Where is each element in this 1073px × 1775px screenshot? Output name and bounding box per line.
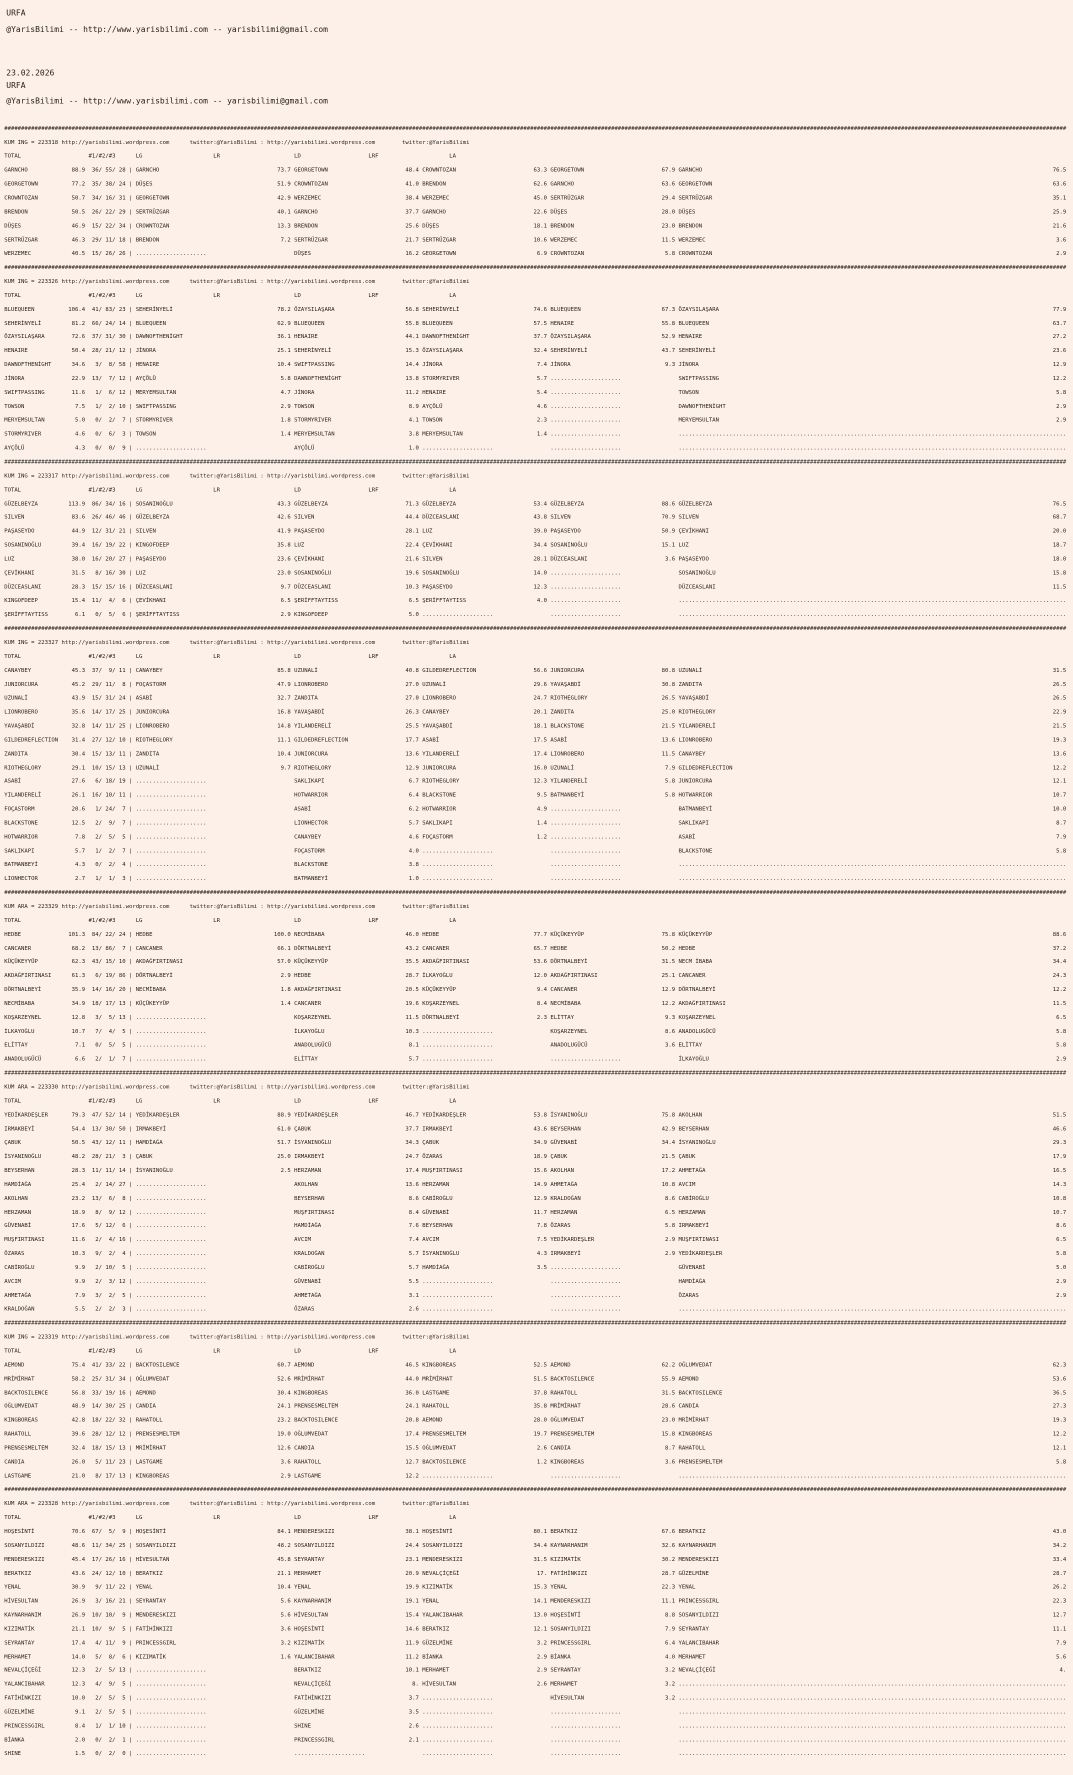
horse-row: HOTWARRIOR 7.8 2/ 5/ 5 | ..................... CANAYBEY 4.6 FOÇASTORM 1.2 ..................... ASABİ 7.9 — [4, 833, 1067, 840]
horse-row: DÜZCEASLANI 28.3 15/ 15/ 16 | DÜZCEASLANI 9.7 DÜZCEASLANI 10.3 PAŞASEYDO 12.3 ..................... DÜZCEASLANI 11.5 — [4, 583, 1067, 590]
horse-row: CROWNTOZAN 50.7 34/ 16/ 31 | GEORGETOWN 42.9 WERZEMEC 38.4 WERZEMEC 45.0 SERTRÜZGAR 29.4 SERTRÜZGAR 35.1 — [4, 194, 1067, 201]
report-date: 23.02.2026 — [6, 67, 55, 78]
horse-row: BLUEQUEEN 106.4 41/ 83/ 23 | SEHERİNYELİ 78.2 ÖZAYSILAŞARA 56.8 SEHERİNYELİ 74.6 BLUEQUEEN 67.3 ÖZAYSILAŞARA 77.9 — [4, 305, 1067, 313]
race-section — [4, 886, 1073, 1067]
section-header: KUM ING = 223318 http://yarisbilimi.wordpress.com twitter:@YarisBilimi : http://yarisbilimi.wordpress.com twitter:@YarisBilimi — [4, 139, 470, 146]
horse-row: KRALDOĞAN 5.5 2/ 2/ 3 | ..................... ÖZARAS 2.6 ..................... ..................... ................................................................................................................... — [4, 1305, 1067, 1313]
horse-row: UZUNALİ 43.9 15/ 31/ 24 | ASABİ 32.7 ZANDITA 27.0 LIONROBERO 24.7 RIOTHEGLORY 26.5 YAVAŞABDİ 26.5 — [4, 694, 1067, 701]
horse-row: HİVESULTAN 26.9 3/ 16/ 21 | SEYRANTAY 5.6 KAYNARHANIM 19.1 YENAL 14.1 MENDERESKIZI 11.1 PRINCESSGIRL 22.3 — [4, 1597, 1067, 1604]
horse-row: BATMANBEYİ 4.3 0/ 2/ 4 | ..................... BLACKSTONE 3.8 ..................... ..................... ................................................................................................................... — [4, 861, 1067, 868]
horse-row: SAKLIKAPI 5.7 1/ 2/ 7 | ..................... FOÇASTORM 4.0 ..................... ..................... BLACKSTONE 5.8 — [4, 847, 1067, 854]
horse-row: GILDEDREFLECTION 31.4 27/ 12/ 10 | RIOTHEGLORY 11.1 GILDEDREFLECTION 17.7 ASABİ 17.5 ASABİ 13.6 LIONROBERO 19.3 — [4, 736, 1067, 743]
horse-row: ASABİ 27.6 6/ 18/ 19 | ..................... SAKLIKAPI 6.7 RIOTHEGLORY 12.3 YILANDERELİ 5.8 JUNIORCURA 12.1 — [4, 777, 1067, 785]
horse-row: YAVAŞABDİ 32.8 14/ 11/ 25 | LIONROBERO 14.8 YILANDERELİ 25.5 YAVAŞABDİ 18.1 BLACKSTONE 21.5 YILANDERELİ 21.5 — [4, 722, 1067, 729]
horse-row: WERZEMEC 40.5 15/ 26/ 26 | ..................... DÜŞES 16.2 GEORGETOWN 6.9 CROWNTOZAN 5.8 CROWNTOZAN 2.9 — [4, 250, 1067, 257]
section-divider: ########################################################################################################################################################################################################################################################################################################################### — [4, 458, 1067, 465]
column-header-row: TOTAL #1/#2/#3 LG LR LD LRF LA — [4, 486, 456, 493]
horse-row: SHINE 1.5 0/ 2/ 0 | ..................... ..................... ..................... ..................... ................................................................................................................... — [4, 1750, 1067, 1757]
horse-row: KÜÇÜKEYYÜP 62.3 43/ 15/ 10 | AKDAĞFIRTINASI 57.0 KÜÇÜKEYYÜP 35.5 AKDAĞFIRTINASI 53.6 DÖRTNALBEYİ 31.5 NECM İBABA 34.4 — [4, 958, 1067, 965]
column-header-row: TOTAL #1/#2/#3 LG LR LD LRF LA — [4, 152, 456, 160]
race-section — [4, 455, 1073, 622]
horse-row: ELİTTAY 7.1 0/ 5/ 5 | ..................... ANADOLUGÜCÜ 8.1 ..................... ANADOLUGÜCÜ 3.6 ELİTTAY 5.8 — [4, 1041, 1067, 1049]
horse-row: SOSANYILDIZI 48.6 11/ 34/ 25 | SOSANYILDIZI 48.2 SOSANYILDIZI 24.4 SOSANYILDIZI 34.4 KAYNARHANIM 32.6 KAYNARHANIM 34.2 — [4, 1541, 1067, 1549]
section-divider: ########################################################################################################################################################################################################################################################################################################################### — [4, 1486, 1067, 1493]
column-header-row: TOTAL #1/#2/#3 LG LR LD LRF LA — [4, 916, 456, 924]
horse-row: SERTRÜZGAR 46.3 29/ 11/ 18 | BRENDON 7.2 SERTRÜZGAR 21.7 SERTRÜZGAR 10.6 WERZEMEC 11.5 WERZEMEC 3.6 — [4, 236, 1067, 243]
horse-row: PAŞASEYDO 44.9 12/ 31/ 21 | SILVEN 41.9 PAŞASEYDO 28.1 LUZ 39.0 PAŞASEYDO 50.9 ÇEVİKHANI 20.0 — [4, 527, 1067, 535]
horse-row: AYÇÖLÜ 4.3 0/ 0/ 9 | ..................... AYÇÖLÜ 1.0 ..................... ..................... ................................................................................................................... — [4, 444, 1067, 451]
horse-row: MUŞFIRTINASI 11.6 2/ 4/ 16 | ..................... AVCIM 7.4 AVCIM 7.5 YEDİKARDEŞLER 2.9 MUŞFIRTINASI 6.5 — [4, 1236, 1067, 1243]
horse-row: GEORGETOWN 77.2 35/ 38/ 24 | DÜŞES 51.9 CROWNTOZAN 41.0 BRENDON 62.6 GARNCHO 63.6 GEORGETOWN 63.6 — [4, 180, 1067, 187]
horse-row: DÖRTNALBEYİ 35.9 14/ 16/ 20 | NECMİBABA 1.8 AKDAĞFIRTINASI 20.5 KÜÇÜKEYYÜP 9.4 CANCANER 12.9 DÖRTNALBEYİ 12.2 — [4, 986, 1067, 993]
horse-row: HAMDİAĞA 25.4 2/ 14/ 27 | ..................... AKOLHAN 13.6 HERZAMAN 14.9 AHMETAĞA 10.8 AVCIM 14.3 — [4, 1180, 1067, 1188]
horse-row: SEHERİNYELİ 81.2 66/ 24/ 14 | BLUEQUEEN 62.9 BLUEQUEEN 55.8 BLUEQUEEN 57.5 HENAIRE 55.8 BLUEQUEEN 63.7 — [4, 319, 1067, 326]
horse-row: NEVALÇİÇEĞİ 12.3 2/ 5/ 13 | ..................... BERATKIZ 10.1 MERHAMET 2.9 SEYRANTAY 3.2 NEVALÇİÇEĞİ 4. — [4, 1666, 1067, 1674]
horse-row: RIOTHEGLORY 29.1 10/ 15/ 13 | UZUNALİ 9.7 RIOTHEGLORY 12.9 JUNIORCURA 16.0 UZUNALİ 7.9 GILDEDREFLECTION 12.2 — [4, 764, 1067, 771]
horse-row: KINGOFDEEP 15.4 11/ 4/ 6 | ÇEVİKHANI 6.5 ŞERİFFTAYTISS 6.5 ŞERİFFTAYTISS 4.0 ..................... ................................................................................................................... — [4, 597, 1067, 604]
horse-row: SILVEN 83.6 26/ 46/ 46 | GÜZELBEYZA 42.6 SILVEN 44.4 DÜZCEASLANI 43.8 SILVEN 70.9 SILVEN 68.7 — [4, 514, 1067, 521]
horse-row: LUZ 38.0 16/ 20/ 27 | PAŞASEYDO 23.6 ÇEVİKHANI 21.6 SILVEN 28.1 DÜZCEASLANI 3.6 PAŞASEYDO 18.0 — [4, 555, 1067, 563]
section-header: KUM ARA = 223328 http://yarisbilimi.wordpress.com twitter:@YarisBilimi : http://yarisbilimi.wordpress.com twitter:@YarisBilimi — [4, 1500, 470, 1507]
horse-row: AKDAĞFIRTINASI 61.3 6/ 19/ 86 | DÖRTNALBEYİ 2.9 HEDBE 28.7 İLKAYOĞLU 12.0 AKDAĞFIRTINASI 25.1 CANCANER 24.3 — [4, 972, 1067, 979]
report-header — [0, 0, 1073, 122]
horse-row: TOWSON 7.5 1/ 2/ 10 | SWIFTPASSING 2.9 TOWSON 8.9 AYÇÖLÜ 4.6 ..................... DAWNOFTHENİGHT 2.9 — [4, 402, 1067, 410]
horse-row: LASTGAME 21.0 8/ 17/ 13 | KINGBOREAS 2.9 LASTGAME 12.2 ..................... ..................... ................................................................................................................... — [4, 1472, 1067, 1479]
horse-row: GÜZELMİNE 9.1 2/ 5/ 5 | ..................... GÜZELMİNE 3.5 ..................... ..................... ................................................................................................................... — [4, 1708, 1067, 1715]
section-divider: ########################################################################################################################################################################################################################################################################################################################### — [4, 1319, 1067, 1327]
report-byline-repeat: @YarisBilimi -- http://www.yarisbilimi.com -- yarisbilimi@gmail.com — [6, 95, 328, 106]
horse-row: STORMYRIVER 4.6 0/ 6/ 3 | TOWSON 1.4 MERYEMSULTAN 3.8 MERYEMSULTAN 1.4 ..................... ................................................................................................................... — [4, 430, 1067, 438]
race-section — [4, 122, 1073, 261]
horse-row: ÖZAYSILAŞARA 72.6 37/ 31/ 30 | DAWNOFTHENİGHT 36.1 HENAIRE 44.1 DAWNOFTHENİGHT 37.7 ÖZAYSILAŞARA 52.9 HENAIRE 27.2 — [4, 333, 1067, 340]
horse-row: OĞLUMVEDAT 48.9 14/ 30/ 25 | CANDIA 24.1 PRENSESMELTEM 24.1 RAHATOLL 35.8 MRİMİRHAT 28.6 CANDIA 27.3 — [4, 1403, 1067, 1410]
horse-row: ŞERİFFTAYTISS 6.1 0/ 5/ 6 | ŞERİFFTAYTISS 2.9 KINGOFDEEP 5.0 ..................... ..................... ................................................................................................................... — [4, 611, 1067, 618]
horse-row: YEDİKARDEŞLER 79.3 47/ 52/ 14 | YEDİKARDEŞLER 88.9 YEDİKARDEŞLER 46.7 YEDİKARDEŞLER 53.8 İSYANINOĞLU 75.8 AKOLHAN 51.5 — [4, 1111, 1067, 1118]
horse-row: JİNORA 22.9 13/ 7/ 12 | AYÇÖLÜ 5.8 DAWNOFTHENİGHT 13.8 STORMYRIVER 5.7 ..................... SWIFTPASSING 12.2 — [4, 375, 1067, 382]
race-sections-container — [0, 122, 1073, 1761]
horse-row: LIONHECTOR 2.7 1/ 1/ 3 | ..................... BATMANBEYİ 1.0 ..................... ..................... ................................................................................................................... — [4, 875, 1067, 882]
horse-row: DAWNOFTHENİGHT 34.6 3/ 8/ 58 | HENAIRE 10.4 SWIFTPASSING 14.4 JİNORA 7.4 JİNORA 9.3 JİNORA 12.9 — [4, 361, 1067, 368]
horse-row: ANADOLUGÜCÜ 6.6 2/ 1/ 7 | ..................... ELİTTAY 5.7 ..................... ..................... İLKAYOĞLU 2.9 — [4, 1055, 1067, 1063]
race-section — [4, 261, 1073, 455]
horse-row: NECMİBABA 34.9 18/ 17/ 13 | KÜÇÜKEYYÜP 1.4 CANCANER 19.6 KOŞARZEYNEL 8.4 NECMİBABA 12.2 AKDAĞFIRTINASI 11.5 — [4, 1000, 1067, 1007]
section-divider: ########################################################################################################################################################################################################################################################################################################################### — [4, 125, 1067, 132]
section-header: KUM ING = 223319 http://yarisbilimi.wordpress.com twitter:@YarisBilimi : http://yarisbilimi.wordpress.com twitter:@YarisBilimi — [4, 1333, 470, 1340]
horse-row: CANDIA 26.0 5/ 11/ 23 | LASTGAME 3.6 RAHATOLL 12.7 BACKTOSILENCE 1.2 KINGBOREAS 3.6 PRENSESMELTEM 5.8 — [4, 1458, 1067, 1465]
horse-row: ÖZARAS 10.3 9/ 2/ 4 | ..................... KRALDOĞAN 5.7 İSYANINOĞLU 4.3 IRMAKBEYİ 2.9 YEDİKARDEŞLER 5.8 — [4, 1250, 1067, 1257]
horse-row: İLKAYOĞLU 10.7 7/ 4/ 5 | ..................... İLKAYOĞLU 10.3 ..................... KOŞARZEYNEL 8.6 ANADOLUGÜCÜ 5.8 — [4, 1028, 1067, 1035]
race-section — [4, 1066, 1073, 1316]
horse-row: HOŞESİNTİ 70.6 67/ 5/ 9 | HOŞESİNTİ 84.1 MENDERESKIZI 38.1 HOŞESİNTİ 80.1 BERATKIZ 67.6 BERATKIZ 43.0 — [4, 1528, 1067, 1535]
horse-row: HERZAMAN 18.9 8/ 9/ 12 | ..................... MUŞFIRTINASI 8.4 GÜVENABİ 11.7 HERZAMAN 6.5 HERZAMAN 10.7 — [4, 1208, 1067, 1215]
horse-row: İSYANINOĞLU 48.2 28/ 21/ 3 | ÇABUK 25.0 IRMAKBEYİ 24.7 ÖZARAS 18.9 ÇABUK 21.5 ÇABUK 17.9 — [4, 1153, 1067, 1160]
horse-row: YALANCIBAHAR 12.3 4/ 9/ 5 | ..................... NEVALÇİÇEĞİ 8. HİVESULTAN 2.6 MERHAMET 3.2 ................................................................................................................... — [4, 1680, 1067, 1688]
horse-row: SEYRANTAY 17.4 4/ 11/ 9 | PRINCESSGIRL 3.2 KIZIMATİK 11.9 GÜZELMİNE 3.2 PRINCESSGIRL 6.4 YALANCIBAHAR 7.9 — [4, 1639, 1067, 1646]
report-byline: @YarisBilimi -- http://www.yarisbilimi.com -- yarisbilimi@gmail.com — [6, 24, 328, 35]
horse-row: DÜŞES 46.9 15/ 22/ 34 | CROWNTOZAN 13.3 BRENDON 25.6 DÜŞES 18.1 BRENDON 23.0 BRENDON 21.6 — [4, 222, 1067, 229]
horse-row: ZANDITA 30.4 15/ 13/ 11 | ZANDITA 10.4 JUNIORCURA 13.6 YILANDERELİ 17.4 LIONROBERO 11.5 CANAYBEY 13.6 — [4, 750, 1067, 757]
horse-row: JUNIORCURA 45.2 29/ 11/ 8 | FOÇASTORM 47.9 LIONROBERO 27.0 UZUNALİ 29.6 YAVAŞABDİ 30.8 ZANDITA 26.5 — [4, 680, 1067, 688]
horse-row: KOŞARZEYNEL 12.8 3/ 5/ 13 | ..................... KOŞARZEYNEL 11.5 DÖRTNALBEYİ 2.3 ELİTTAY 9.3 KOŞARZEYNEL 6.5 — [4, 1014, 1067, 1021]
column-header-row: TOTAL #1/#2/#3 LG LR LD LRF LA — [4, 1097, 456, 1104]
section-header: KUM ARA = 223329 http://yarisbilimi.wordpress.com twitter:@YarisBilimi : http://yarisbilimi.wordpress.com twitter:@YarisBilimi — [4, 903, 470, 910]
section-header: KUM ING = 223326 http://yarisbilimi.wordpress.com twitter:@YarisBilimi : http://yarisbilimi.wordpress.com twitter:@YarisBilimi — [4, 277, 470, 285]
horse-row: GÜZELBEYZA 113.9 86/ 34/ 16 | SOSANINOĞLU 43.3 GÜZELBEYZA 71.3 GÜZELBEYZA 53.4 GÜZELBEYZA 88.6 GÜZELBEYZA 76.5 — [4, 500, 1067, 507]
horse-row: BİANKA 2.0 0/ 2/ 1 | ..................... PRINCESSGIRL 2.1 ..................... ..................... ................................................................................................................... — [4, 1736, 1067, 1743]
section-header: KUM ING = 223317 http://yarisbilimi.wordpress.com twitter:@YarisBilimi : http://yarisbilimi.wordpress.com twitter:@YarisBilimi — [4, 472, 470, 479]
horse-row: BLACKSTONE 12.5 2/ 9/ 7 | ..................... LIONHECTOR 5.7 SAKLIKAPI 1.4 ..................... SAKLIKAPI 8.7 — [4, 819, 1067, 826]
horse-row: FOÇASTORM 20.6 1/ 24/ 7 | ..................... ASABİ 6.2 HOTWARRIOR 4.9 ..................... BATMANBEYİ 10.0 — [4, 805, 1067, 813]
horse-row: IRMAKBEYİ 54.4 13/ 30/ 50 | IRMAKBEYİ 61.0 ÇABUK 37.7 IRMAKBEYİ 43.6 BEYSERHAN 42.9 BEYSERHAN 46.6 — [4, 1125, 1067, 1132]
horse-row: BEYSERHAN 28.3 11/ 11/ 14 | İSYANINOĞLU 2.5 HERZAMAN 17.4 MUŞFIRTINASI 15.6 AKOLHAN 17.2 AHMETAĞA 16.5 — [4, 1166, 1067, 1174]
horse-row: FATİHİNKIZI 10.0 2/ 5/ 5 | ..................... FATİHİNKIZI 3.7 ..................... HİVESULTAN 3.2 ................................................................................................................... — [4, 1694, 1067, 1702]
section-divider: ########################################################################################################################################################################################################################################################################################################################### — [4, 1069, 1067, 1076]
section-header: KUM ARA = 223330 http://yarisbilimi.wordpress.com twitter:@YarisBilimi : http://yarisbilimi.wordpress.com twitter:@YarisBilimi — [4, 1083, 470, 1090]
horse-row: SWIFTPASSING 11.6 1/ 6/ 12 | MERYEMSULTAN 4.7 JİNORA 11.2 HENAIRE 5.4 ..................... TOWSON 5.8 — [4, 389, 1067, 396]
horse-row: PRINCESSGIRL 8.4 1/ 1/ 10 | ..................... SHINE 2.6 ..................... ..................... ................................................................................................................... — [4, 1722, 1067, 1729]
horse-row: YILANDERELİ 26.1 16/ 10/ 11 | ..................... HOTWARRIOR 6.4 BLACKSTONE 9.5 BATMANBEYİ 5.8 HOTWARRIOR 10.7 — [4, 791, 1067, 799]
report-location: URFA — [6, 7, 26, 18]
horse-row: AVCIM 9.9 2/ 3/ 12 | ..................... GÜVENABİ 5.5 ..................... ..................... HAMDİAĞA 2.9 — [4, 1278, 1067, 1285]
horse-row: HEDBE 101.3 84/ 22/ 24 | HEDBE 100.0 NECMİBABA 46.0 HEDBE 77.7 KÜÇÜKEYYÜP 75.8 KÜÇÜKEYYÜP 88.6 — [4, 930, 1067, 938]
horse-row: BRENDON 50.5 26/ 22/ 29 | SERTRÜZGAR 40.1 GARNCHO 37.7 GARNCHO 22.6 DÜŞES 28.0 DÜŞES 25.9 — [4, 208, 1067, 215]
column-header-row: TOTAL #1/#2/#3 LG LR LD LRF LA — [4, 1347, 456, 1354]
column-header-row: TOTAL #1/#2/#3 LG LR LD LRF LA — [4, 291, 456, 299]
column-header-row: TOTAL #1/#2/#3 LG LR LD LRF LA — [4, 1514, 456, 1521]
horse-row: MRİMİRHAT 58.2 25/ 31/ 34 | OĞLUMVEDAT 52.6 MRİMİRHAT 44.0 MRİMİRHAT 51.5 BACKTOSILENCE 55.9 AEMOND 53.6 — [4, 1375, 1067, 1382]
section-divider: ########################################################################################################################################################################################################################################################################################################################### — [4, 625, 1067, 632]
horse-row: RAHATOLL 39.6 28/ 12/ 12 | PRENSESMELTEM 19.0 OĞLUMVEDAT 17.4 PRENSESMELTEM 19.7 PRENSESMELTEM 15.8 KINGBOREAS 12.2 — [4, 1430, 1067, 1438]
horse-row: YENAL 30.9 9/ 11/ 22 | YENAL 10.4 YENAL 19.9 KIZIMATİK 15.3 YENAL 22.3 YENAL 26.2 — [4, 1583, 1067, 1590]
horse-row: ÇABUK 50.5 43/ 12/ 11 | HAMDİAĞA 51.7 İSYANINOĞLU 34.3 ÇABUK 34.9 GÜVENABİ 34.4 İSYANINOĞLU 29.3 — [4, 1139, 1067, 1146]
section-divider: ########################################################################################################################################################################################################################################################################################################################### — [4, 889, 1067, 896]
horse-row: KIZIMATİK 21.1 10/ 9/ 5 | FATİHİNKIZI 3.6 HOŞESİNTİ 14.6 BERATKIZ 12.1 SOSANYILDIZI 7.9 SEYRANTAY 11.1 — [4, 1625, 1067, 1632]
horse-row: CANAYBEY 45.3 37/ 9/ 11 | CANAYBEY 85.8 UZUNALİ 40.8 GILDEDREFLECTION 56.6 JUNIORCURA 80.8 UZUNALİ 31.5 — [4, 666, 1067, 674]
race-section — [4, 1316, 1073, 1483]
horse-row: BACKTOSILENCE 56.8 33/ 19/ 16 | AEMOND 30.4 KINGBOREAS 36.0 LASTGAME 37.8 RAHATOLL 31.5 BACKTOSILENCE 36.5 — [4, 1389, 1067, 1396]
horse-row: PRENSESMELTEM 32.4 18/ 15/ 13 | MRİMİRHAT 12.6 CANDIA 15.5 OĞLUMVEDAT 2.6 CANDIA 8.7 RAHATOLL 12.1 — [4, 1444, 1067, 1452]
section-divider: ########################################################################################################################################################################################################################################################################################################################### — [4, 264, 1067, 271]
horse-row: MERHAMET 14.0 5/ 8/ 6 | KIZIMATİK 1.6 YALANCIBAHAR 11.2 BİANKA 2.9 BİANKA 4.0 MERHAMET 5.6 — [4, 1653, 1067, 1660]
horse-row: AHMETAĞA 7.9 3/ 2/ 5 | ..................... AHMETAĞA 3.1 ..................... ..................... ÖZARAS 2.9 — [4, 1291, 1067, 1299]
horse-row: ÇEVİKHANI 31.5 8/ 16/ 30 | LUZ 23.0 SOSANINOĞLU 19.6 SOSANINOĞLU 14.0 ..................... SOSANINOĞLU 15.8 — [4, 569, 1067, 576]
report-location-repeat: URFA — [6, 80, 26, 91]
horse-row: GÜVENABİ 17.6 5/ 12/ 6 | ..................... HAMDİAĞA 7.6 BEYSERHAN 7.8 ÖZARAS 5.8 IRMAKBEYİ 8.6 — [4, 1222, 1067, 1229]
horse-row: KINGBOREAS 42.8 18/ 22/ 32 | RAHATOLL 23.2 BACKTOSILENCE 20.8 AEMOND 28.0 OĞLUMVEDAT 23.0 MRİMİRHAT 19.3 — [4, 1416, 1067, 1424]
horse-row: KAYNARHANIM 26.9 10/ 10/ 9 | MENDERESKIZI 5.6 HİVESULTAN 15.4 YALANCIBAHAR 13.0 HOŞESİNTİ 8.8 SOSANYILDIZI 12.7 — [4, 1611, 1067, 1618]
horse-row: HENAIRE 50.4 28/ 21/ 12 | JİNORA 25.1 SEHERİNYELİ 15.3 ÖZAYSILAŞARA 32.4 SEHERİNYELİ 43.7 SEHERİNYELİ 23.6 — [4, 347, 1067, 354]
horse-row: CANCANER 68.2 13/ 86/ 7 | CANCANER 66.1 DÖRTNALBEYİ 43.2 CANCANER 65.7 HEDBE 50.2 HEDBE 37.2 — [4, 944, 1067, 951]
horse-row: MENDERESKIZI 45.4 17/ 26/ 16 | HİVESULTAN 45.8 SEYRANTAY 23.1 MENDERESKIZI 31.5 KIZIMATİK 30.2 MENDERESKIZI 33.4 — [4, 1555, 1067, 1563]
horse-row: MERYEMSULTAN 5.0 0/ 2/ 7 | STORMYRIVER 1.8 STORMYRIVER 4.1 TOWSON 2.3 ..................... MERYEMSULTAN 2.9 — [4, 416, 1067, 424]
race-section — [4, 622, 1073, 886]
horse-row: CABİROĞLU 9.9 2/ 10/ 5 | ..................... CABİROĞLU 5.7 HAMDİAĞA 3.5 ..................... GÜVENABİ 5.0 — [4, 1264, 1067, 1271]
horse-row: SOSANINOĞLU 39.4 16/ 19/ 22 | KINGOFDEEP 35.8 LUZ 22.4 ÇEVİKHANI 34.4 SOSANINOĞLU 15.1 LUZ 18.7 — [4, 541, 1067, 549]
column-header-row: TOTAL #1/#2/#3 LG LR LD LRF LA — [4, 652, 456, 660]
horse-row: AKOLHAN 23.2 13/ 6/ 8 | ..................... BEYSERHAN 8.6 CABİROĞLU 12.9 KRALDOĞAN 8.6 CABİROĞLU 10.8 — [4, 1194, 1067, 1202]
section-header: KUM ING = 223327 http://yarisbilimi.wordpress.com twitter:@YarisBilimi : http://yarisbilimi.wordpress.com twitter:@YarisBilimi — [4, 639, 470, 646]
horse-row: LIONROBERO 35.6 14/ 17/ 25 | JUNIORCURA 16.8 YAVAŞABDİ 26.3 CANAYBEY 20.1 ZANDITA 25.0 RIOTHEGLORY 22.9 — [4, 708, 1067, 715]
horse-row: BERATKIZ 43.6 24/ 12/ 10 | BERATKIZ 21.1 MERHAMET 20.9 NEVALÇİÇEĞİ 17. FATİHİNKIZI 28.7 GÜZELMİNE 28.7 — [4, 1569, 1067, 1577]
race-section — [4, 1483, 1073, 1761]
horse-row: GARNCHO 88.9 36/ 55/ 28 | GARNCHO 73.7 GEORGETOWN 48.4 CROWNTOZAN 63.3 GEORGETOWN 67.9 GARNCHO 76.5 — [4, 166, 1067, 174]
horse-row: AEMOND 75.4 41/ 33/ 22 | BACKTOSILENCE 60.7 AEMOND 46.5 KINGBOREAS 52.5 AEMOND 62.2 OĞLUMVEDAT 62.3 — [4, 1361, 1067, 1368]
